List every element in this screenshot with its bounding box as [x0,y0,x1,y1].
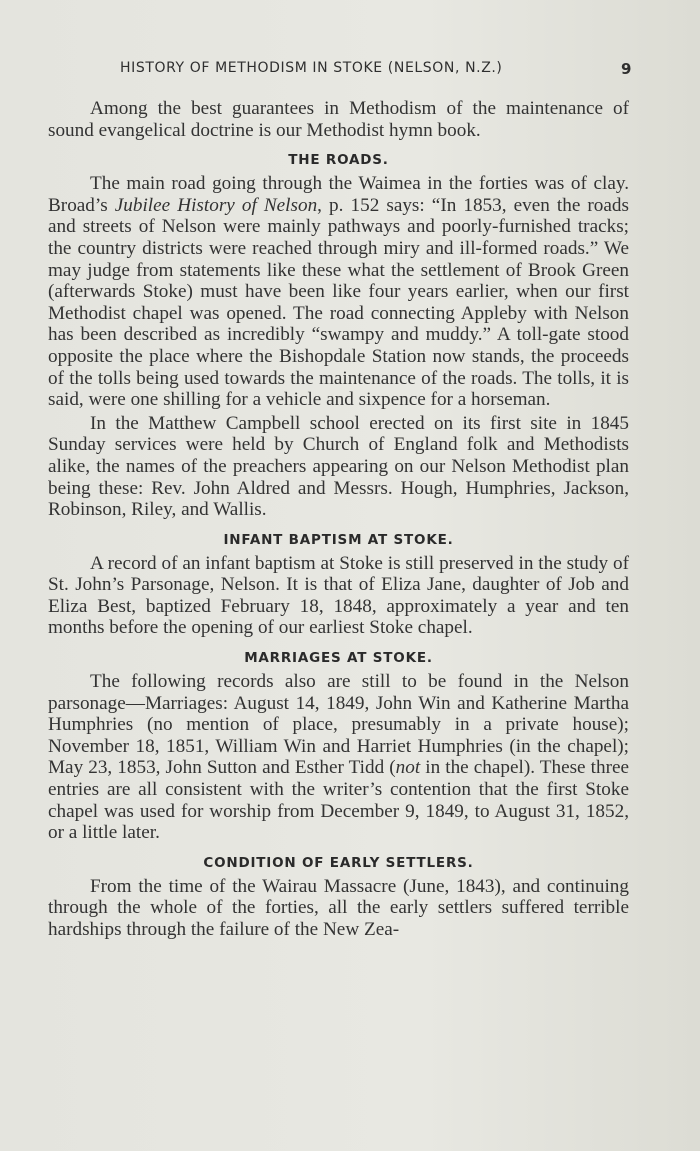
text-run: in the chapel). These three entries are all consistent with the writer’s contention that the first Stoke chapel was used for worship from December 9, 1849, to August 31, 1852, or a little later. [48,757,629,844]
paragraph-baptism: A record of an infant baptism at Stoke is still preserved in the study of St. John’s Parsonage, Nelson. It is that of Eliza Jane, daughter of Job and Eliza Best, baptized February 18, 1848, approximately a year and ten months before the opening of our earliest Stoke chapel. [48,552,629,639]
book-title: Jubilee History of Nelson [114,194,318,216]
running-header [48,60,632,80]
paragraph-marriages [48,671,629,844]
section-heading-baptism: INFANT BAPTISM AT STOKE. [223,531,454,548]
running-title: HISTORY OF METHODISM IN STOKE (NELSON, N.Z.) [120,60,503,76]
section-heading-roads: THE ROADS. [288,152,389,169]
emphasis: not [395,757,421,779]
paragraph-school: In the Matthew Campbell school erected on its first site in 1845 Sunday services were held by Church of England folk and Methodists alike, the names of the preachers appearing on our Nelson Methodist plan being these: Rev. John Aldred and Messrs. Hough, Humphries, Jackson, Robinson, Riley, and Wallis. [48,412,629,521]
paragraph-roads [48,173,629,411]
page-number: 9 [620,60,632,78]
paragraph-settlers: From the time of the Wairau Massacre (June, 1843), and continuing through the whole of the forties, all the early settlers suffered terrible hardships through the failure of the New Zea- [48,875,629,940]
text-run: The following records also are still to be found in the Nelson parsonage—Marriages: August 14, 1849, John Win and Katherine Martha Humphries (no mention of place, presumably in a private house); November 18, 1851, William Win and Harriet Humphries (in the chapel); May 23, 1853, John Sutton and Esther Tidd ( [48,671,629,779]
page-body [48,98,629,941]
paragraph-hymn-book: Among the best guarantees in Methodism of the maintenance of sound evangelical doctrine is our Methodist hymn book. [48,98,629,141]
section-heading-settlers: CONDITION OF EARLY SETTLERS. [203,854,474,871]
text-run: , p. 152 says: “In 1853, even the roads and streets of Nelson were mainly pathways and poorly-furnished tracks; the country districts were reached through miry and ill-formed roads.” We may judge from statements like these what the settlement of Brook Green (afterwards Stoke) must have been like four years earlier, when our first Methodist chapel was opened. The road connecting Appleby with Nelson has been described as incredibly “swampy and muddy.” A toll-gate stood opposite the place where the Bishopdale Station now stands, the proceeds of the tolls being used towards the maintenance of the roads. The tolls, it is said, were one shilling for a vehicle and sixpence for a horseman. [48,194,629,411]
text-run: The main road going through the Waimea in the forties was of clay. Broad’s [48,173,629,216]
section-heading-marriages: MARRIAGES AT STOKE. [244,650,433,667]
